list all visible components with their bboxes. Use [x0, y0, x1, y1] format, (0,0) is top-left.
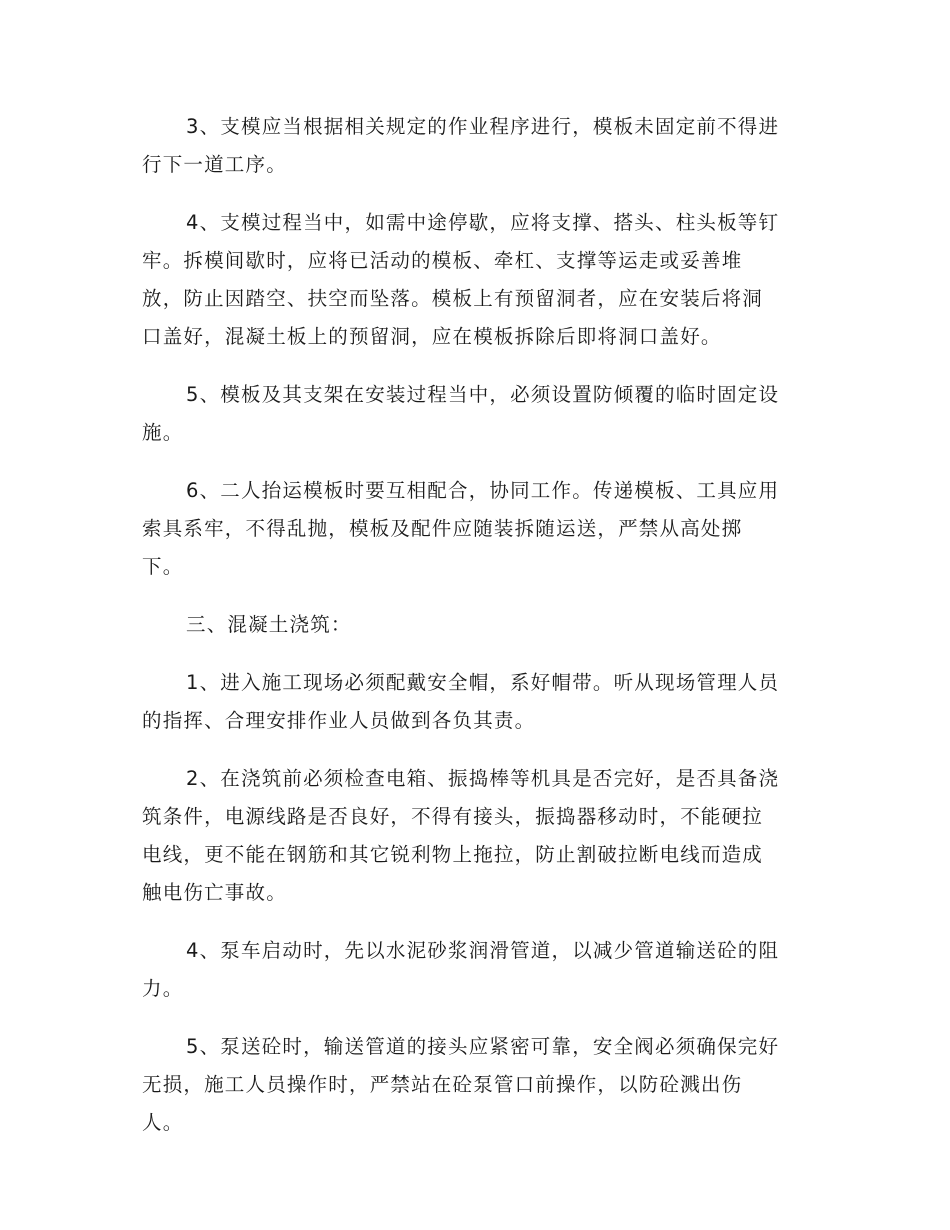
text-line: 6、二人抬运模板时要互相配合，协同工作。传递模板、工具应用 [186, 479, 780, 502]
paragraph-item-3-formwork-procedure [142, 108, 807, 184]
text-line: 4、支模过程当中，如需中途停歇，应将支撑、搭头、柱头板等钉 [186, 211, 780, 234]
text-line: 的指挥、合理安排作业人员做到各负其责。 [142, 709, 536, 732]
text-line: 口盖好，混凝土板上的预留洞，应在模板拆除后即将洞口盖好。 [142, 325, 722, 348]
paragraph-item-5-pumping-concrete [142, 1028, 807, 1142]
paragraph-item-1-safety-helmet [142, 664, 807, 740]
document-body [142, 108, 807, 1162]
section-heading-text: 三、混凝土浇筑： [186, 613, 352, 636]
text-line: 索具系牢，不得乱抛，模板及配件应随装拆随运送，严禁从高处掷 [142, 517, 743, 540]
text-line: 放，防止因踏空、扶空而坠落。模板上有预留洞者，应在安装后将洞 [142, 287, 764, 310]
text-line: 4、泵车启动时，先以水泥砂浆润滑管道，以减少管道输送砼的阻 [186, 939, 780, 962]
text-line: 触电伤亡事故。 [142, 881, 287, 904]
text-line: 电线，更不能在钢筋和其它锐利物上拖拉，防止割破拉断电线而造成 [142, 843, 764, 866]
text-line: 3、支模应当根据相关规定的作业程序进行，模板未固定前不得进 [186, 115, 780, 138]
text-line: 1、进入施工现场必须配戴安全帽，系好帽带。听从现场管理人员 [186, 671, 780, 694]
text-line: 下。 [142, 555, 184, 578]
paragraph-item-4-formwork-pause [142, 204, 807, 356]
text-line: 5、泵送砼时，输送管道的接头应紧密可靠，安全阀必须确保完好 [186, 1035, 780, 1058]
text-line: 5、模板及其支架在安装过程当中，必须设置防倾覆的临时固定设 [186, 383, 780, 406]
text-line: 行下一道工序。 [142, 153, 287, 176]
text-line: 2、在浇筑前必须检查电箱、振捣棒等机具是否完好，是否具备浇 [186, 767, 780, 790]
paragraph-item-4-pump-start [142, 932, 807, 1008]
text-line: 筑条件，电源线路是否良好，不得有接头，振捣器移动时，不能硬拉 [142, 805, 764, 828]
text-line: 人。 [142, 1111, 184, 1134]
paragraph-item-6-carrying-formwork [142, 472, 807, 586]
section-heading-concrete-pouring [142, 606, 807, 644]
text-line: 力。 [142, 977, 184, 1000]
text-line: 施。 [142, 421, 184, 444]
text-line: 牢。拆模间歇时，应将已活动的模板、牵杠、支撑等运走或妥善堆 [142, 249, 743, 272]
paragraph-item-2-equipment-check [142, 760, 807, 912]
text-line: 无损，施工人员操作时，严禁站在砼泵管口前操作，以防砼溅出伤 [142, 1073, 743, 1096]
paragraph-item-5-anti-tipping [142, 376, 807, 452]
